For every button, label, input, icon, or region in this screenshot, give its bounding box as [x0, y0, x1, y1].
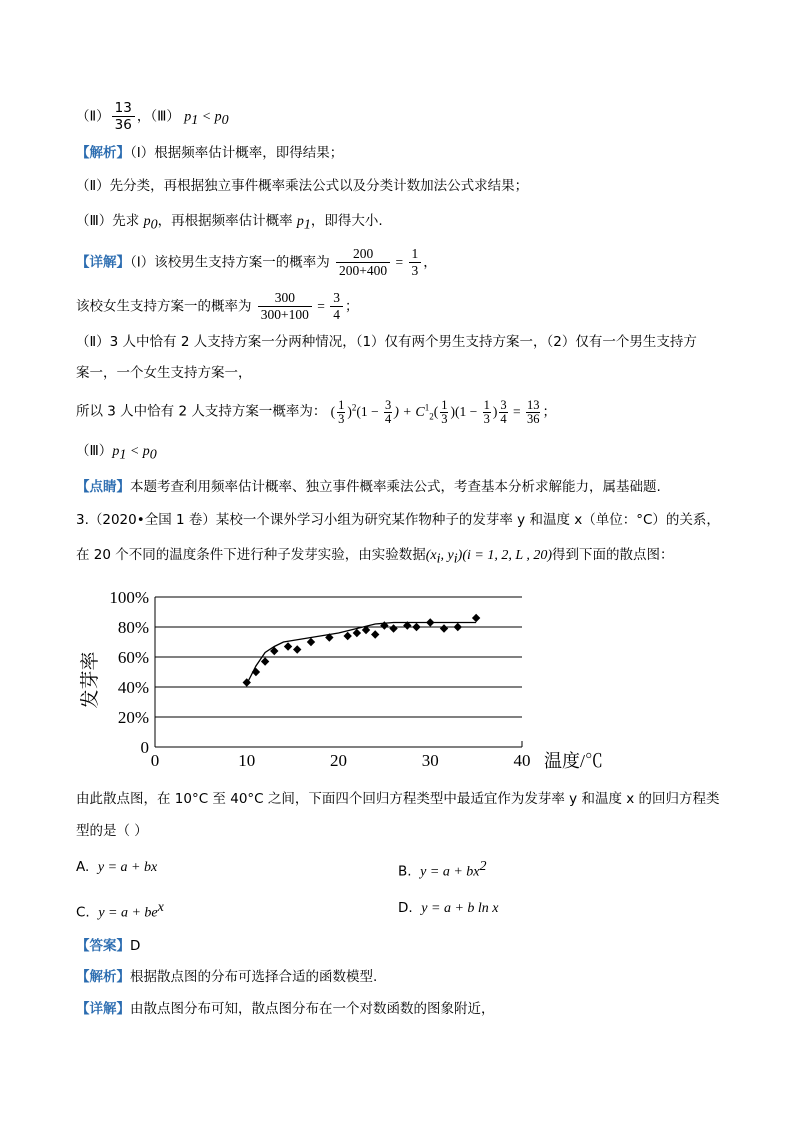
detail-2-line: 【详解】由散点图分布可知，散点图分布在一个对数函数的图象附近，: [76, 1001, 495, 1017]
x-axis-label: 温度/℃: [544, 751, 604, 771]
detail-line-6: $(Ⅲ)p_1 < p_0$: [76, 443, 157, 463]
answer-line: [76, 937, 140, 955]
data-points: [243, 614, 481, 687]
detail-2-tag: 【详解】: [76, 1001, 130, 1017]
analysis-line-2: （Ⅱ）先分类，再根据独立事件概率乘法公式以及分类计数加法公式求结果；: [76, 178, 529, 194]
probability-formula: ( $\frac{1}{3}$ )$^2$(1 − $\frac{3}{4}$ ) + $C^1_2$( $\frac{1}{3}$ )(1 − $\frac{1}{3}$ ) $\frac{3}{4}$ = $\frac{13}{36}$ ；: [330, 397, 556, 426]
data-point: [389, 624, 397, 632]
detail-line-5: 所以 3 人中恰有 2 人支持方案一概率为： ( $\frac{1}{3}$ )$^2$(1 − $\frac{3}{4}$ ) + $C^1_2$( $\frac{1}{3}$ )(1 − $\frac{1}{3}$ ) $\frac{3}{4}$ = $\frac{13}{36}$ ；: [76, 397, 556, 426]
y-tick-label: 0: [140, 738, 149, 757]
math-p1: p: [184, 109, 192, 125]
question-3-line-1: 3.（2020•全国 1 卷）某校一个课外学习小组为研究某作物种子的发芽率 y 和温度 x（单位：°C）的关系，: [76, 512, 720, 528]
question-text-1: 由此散点图，在 10°C 至 40°C 之间，下面四个回归方程类型中最适宜作为发芽率 y 和温度 x 的回归方程类: [76, 791, 720, 807]
analysis-2-line: 【解析】根据散点图的分布可选择合适的函数模型.: [76, 969, 378, 985]
analysis-2-tag: 【解析】: [76, 969, 130, 985]
data-point: [454, 623, 462, 631]
y-tick-label: 100%: [109, 588, 149, 607]
detail-line-3: （Ⅱ）3 人中恰有 2 人支持方案一分两种情况，（1）仅有两个男生支持方案一，（2）仅有一个男生支持方: [76, 334, 697, 350]
trend-curve: [247, 623, 476, 685]
fraction-300-400: $\frac{300}{300+100}$: [258, 290, 312, 323]
y-tick-label: 20%: [117, 708, 149, 727]
x-tick-label: 40: [513, 751, 531, 770]
option-a: A. y = a + bx: [76, 859, 158, 875]
x-tick-label: 20: [330, 751, 347, 770]
option-d: D. y = a + b ln x: [398, 900, 499, 916]
y-tick-label: 60%: [117, 648, 149, 667]
chart-grid: [155, 597, 522, 747]
scatter-chart: [70, 580, 650, 780]
data-point: [353, 629, 361, 637]
data-point: [261, 657, 269, 665]
label-iii: ，（Ⅲ）: [136, 108, 180, 125]
analysis-line-3: （Ⅲ）先求 $p_0$，再根据频率估计概率 $p_1$，即得大小.: [76, 213, 383, 233]
comment-line: 【点睛】本题考查利用频率估计概率、独立事件概率乘法公式，考查基本分析求解能力，属基础题.: [76, 479, 661, 495]
x-tick-label: 10: [238, 751, 256, 770]
detail-tag: 【详解】: [76, 254, 130, 271]
data-point: [426, 618, 434, 626]
fraction-3-4: $\frac{3}{4}$: [330, 290, 343, 323]
detail-line-1: 【详解】（Ⅰ）该校男生支持方案一的概率为 $\frac{200}{200+400}$ = $\frac{1}{3}$ ，: [76, 246, 437, 278]
data-point: [307, 638, 315, 646]
data-point: [371, 630, 379, 638]
y-axis-label: 发芽率: [80, 651, 101, 709]
data-point: [343, 632, 351, 640]
detail-line-4: 案一，一个女生支持方案一，: [76, 365, 252, 381]
data-point: [252, 668, 260, 676]
data-point: [440, 624, 448, 632]
data-point: [284, 642, 292, 650]
data-point: [472, 614, 480, 622]
answer-value: D: [130, 938, 141, 954]
y-tick-labels: [109, 588, 149, 757]
answer-line-ii-iii: （Ⅱ） $\frac{13}{36}$ ，（Ⅲ） $p_1 < p_0$: [76, 100, 229, 133]
question-text-2: 型的是（ ）: [76, 823, 148, 839]
analysis-line-1: 【解析】（Ⅰ）根据频率估计概率，即得结果；: [76, 145, 344, 161]
fraction-1-3: $\frac{1}{3}$: [409, 246, 422, 279]
analysis-tag: 【解析】: [76, 145, 130, 161]
comment-tag: 【点睛】: [76, 479, 130, 495]
x-tick-labels: [151, 751, 531, 770]
option-b: B. $y = a + bx^2$: [398, 859, 487, 880]
data-point: [293, 645, 301, 653]
data-point: [412, 623, 420, 631]
y-tick-label: 80%: [117, 618, 149, 637]
answer-tag: 【答案】: [76, 938, 130, 954]
option-c: C. $y = a + be^x$: [76, 900, 164, 921]
question-3-line-2: 在 20 个不同的温度条件下进行种子发芽实验，由实验数据($x_i$, $y_i)(i = 1$, 2, L , 20)得到下面的散点图：: [76, 547, 674, 567]
fraction-200-600: $\frac{200}{200+400}$: [336, 246, 390, 279]
y-tick-label: 40%: [117, 678, 149, 697]
x-tick-label: 0: [150, 751, 160, 770]
detail-line-2: 该校女生支持方案一的概率为 $\frac{300}{300+100}$ = $\frac{3}{4}$ ；: [76, 290, 359, 322]
fraction-13-36: $\frac{13}{36}$: [112, 100, 135, 133]
x-tick-label: 30: [421, 751, 439, 770]
label-ii: （Ⅱ）: [76, 108, 110, 125]
